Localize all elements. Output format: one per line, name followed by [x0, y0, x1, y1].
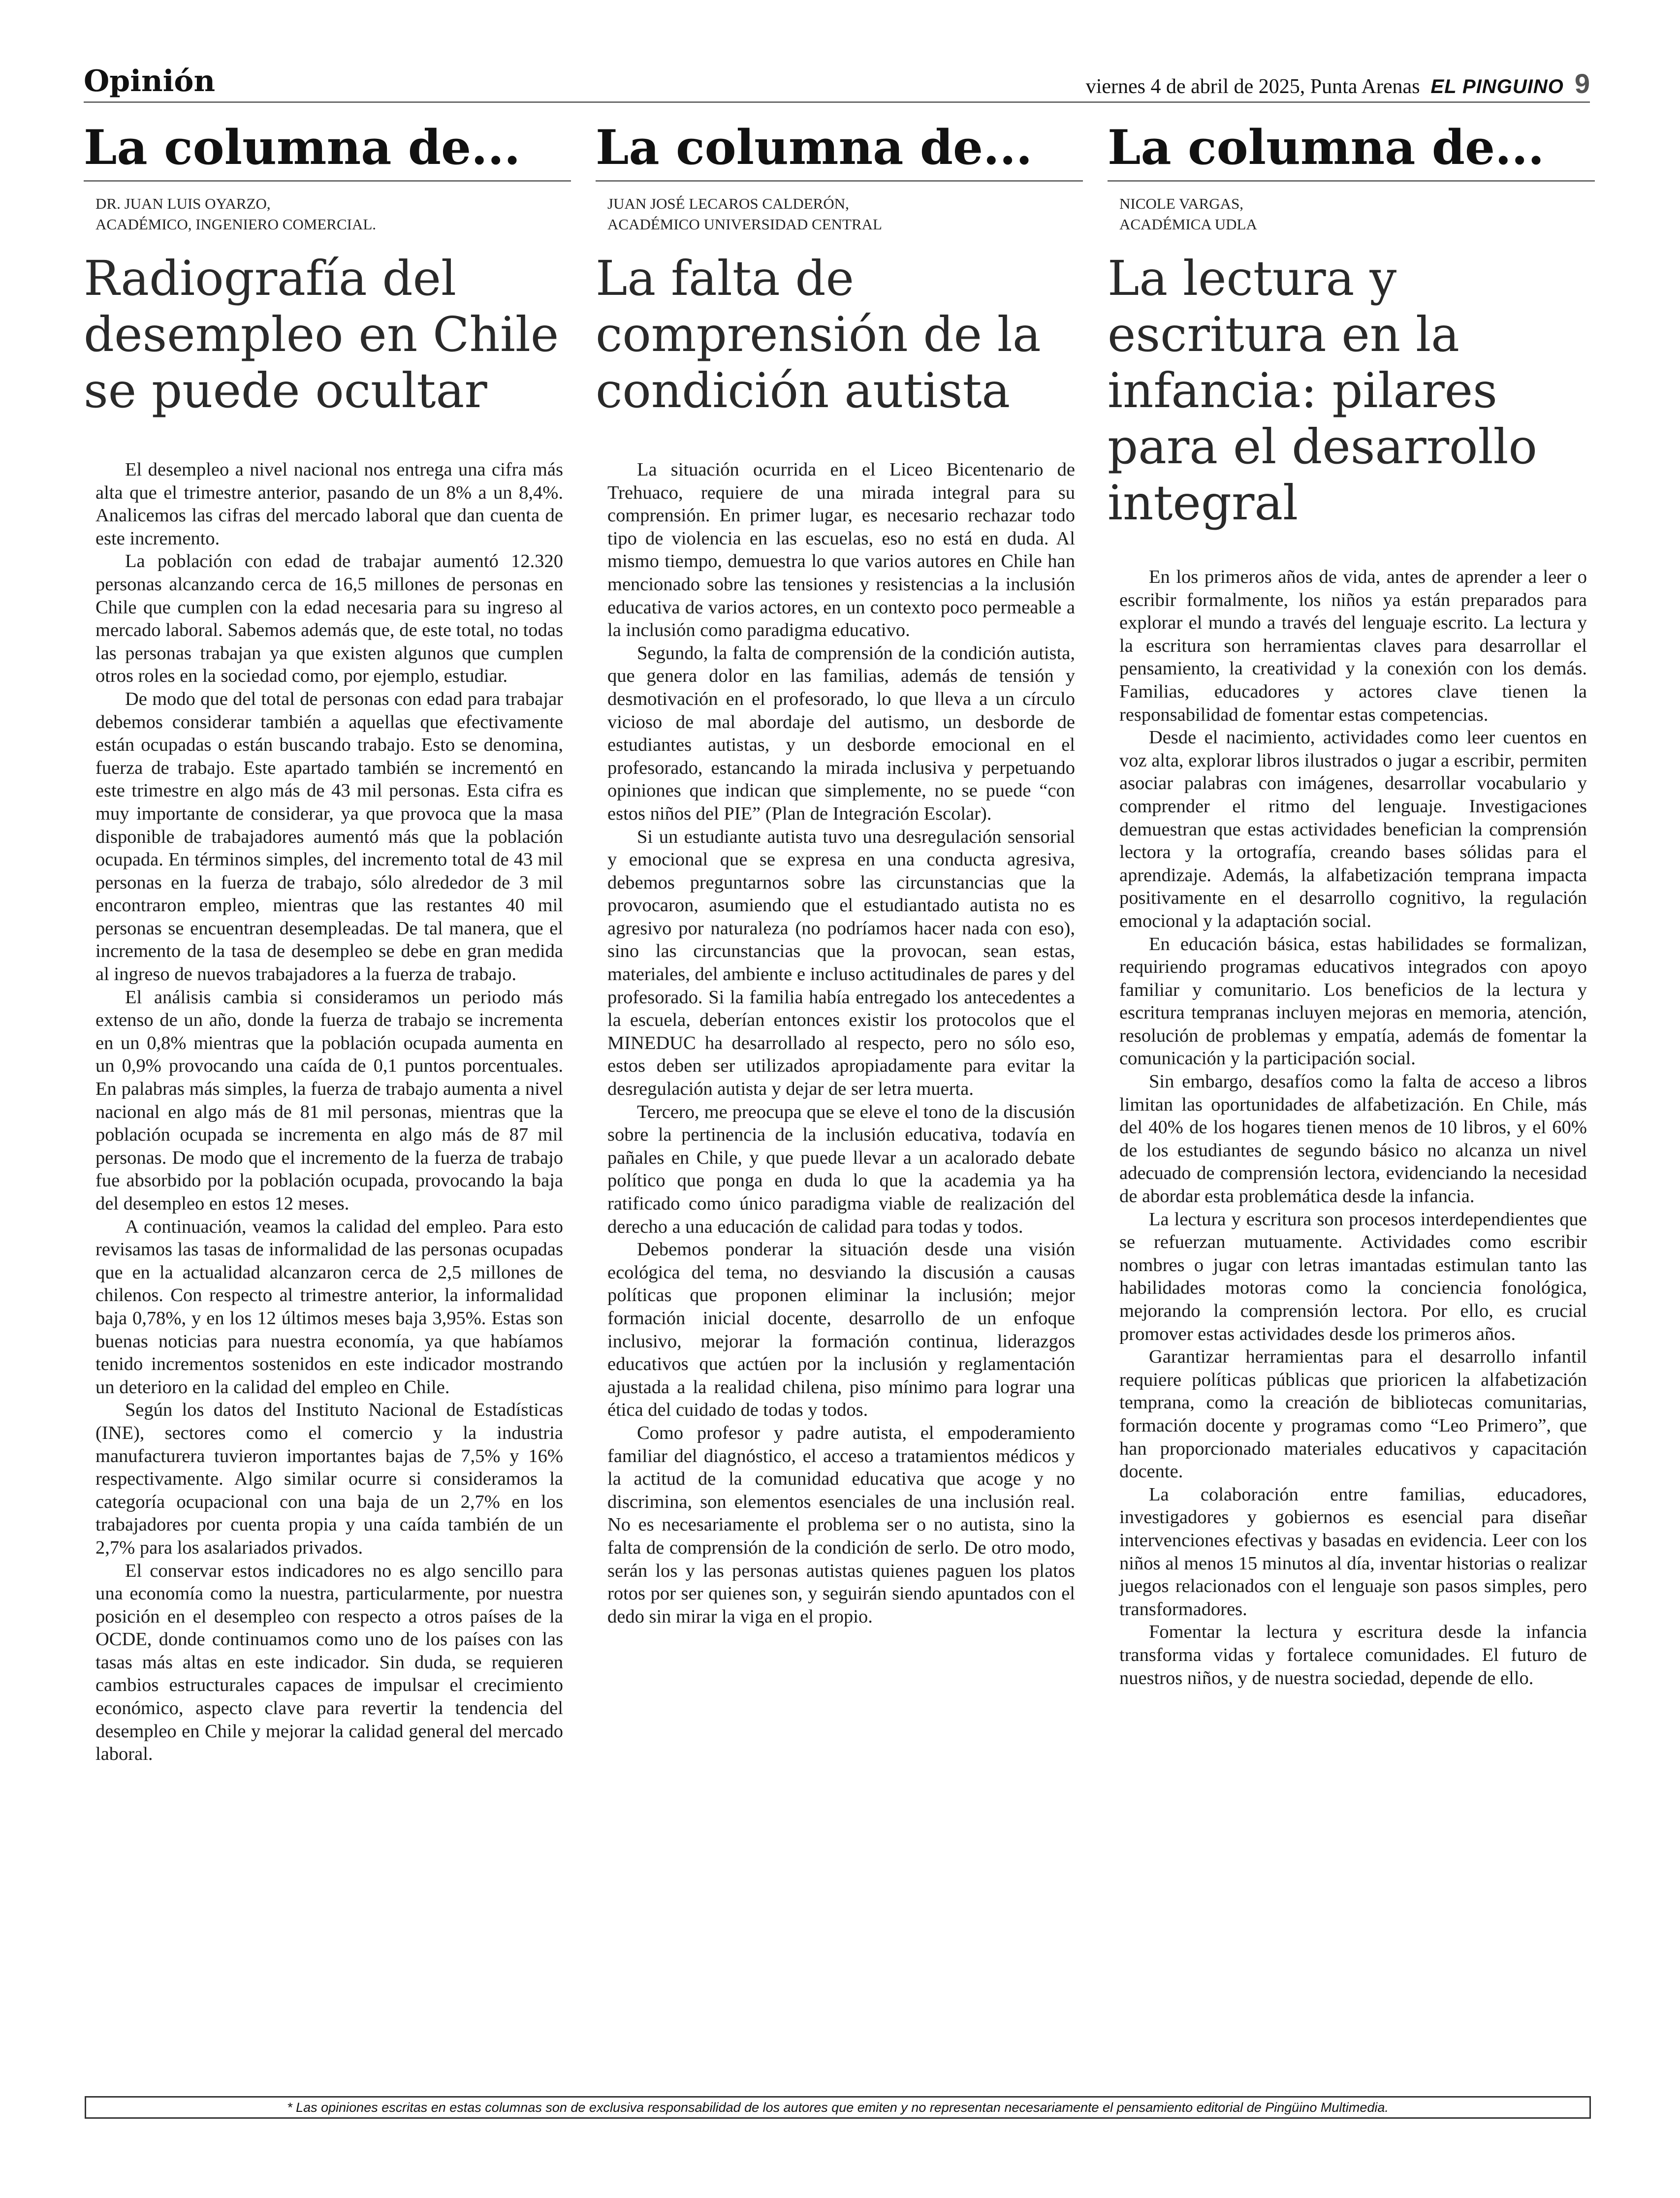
header-right [1086, 67, 1590, 99]
paragraph: Fomentar la lectura y escritura desde la infancia transforma vidas y fortalece comunidades. El futuro de nuestros niños, y de nuestra sociedad, depende de ello. [1119, 1622, 1587, 1688]
paragraph: En los primeros años de vida, antes de aprender a leer o escribir formalmente, los niños ya están preparados para explorar el mundo a través del lenguaje escrito. La lectura y la escritura son herramientas claves para desarrollar el pensamiento, la creatividad y la conexión con los demás. Familias, educadores y actores clave tienen la responsabilidad de fomentar estas competencias. [1119, 567, 1587, 725]
author-title: ACADÉMICO, INGENIERO COMERCIAL. [95, 216, 377, 233]
paragraph: La lectura y escritura son procesos interdependientes que se refuerzan mutuamente. Actividades como escribir nombres o jugar con letras imantadas estimulan tanto las habilidades motoras como la conciencia fonológica, mejorando la comprensión lectora. Por ello, es crucial promover estas actividades desde los primeros años. [1119, 1209, 1587, 1344]
author-name: DR. JUAN LUIS OYARZO, [95, 195, 271, 212]
author-byline [596, 193, 1083, 235]
author-byline [1108, 193, 1595, 235]
editorial-disclaimer: * Las opiniones escritas en estas columnas son de exclusiva responsabilidad de los autores que emiten y no representan necesariamente el pensamiento editorial de Pingüino Multimedia. [85, 2096, 1591, 2119]
article-headline: Radiografía del desempleo en Chile se puede ocultar [84, 251, 559, 418]
author-title: ACADÉMICO UNIVERSIDAD CENTRAL [607, 216, 882, 233]
paragraph: El conservar estos indicadores no es algo sencillo para una economía como la nuestra, particularmente, por nuestra posición en el desempleo con respecto a otros países de la OCDE, donde continuamos como uno de los países con las tasas más altas en este indicador. Sin duda, se requieren cambios estructurales capaces de impulsar el crecimiento económico, aspecto clave para revertir la tendencia del desempleo en Chile y mejorar la calidad general del mercado laboral. [95, 1560, 563, 1765]
article-headline: La falta de comprensión de la condición autista [596, 251, 1041, 418]
paragraph: Como profesor y padre autista, el empoderamiento familiar del diagnóstico, el acceso a tratamientos médicos y la actitud de la comunidad educativa que acoge y no discrimina, son elementos esenciales de una inclusión real. No es necesariamente el problema ser o no autista, sino la falta de comprensión de la condición de serlo. De otro modo, serán los y las personas autistas quienes paguen los platos rotos por ser quienes son, y seguirán siendo apuntados con el dedo sin mirar la viga en el propio. [607, 1422, 1075, 1627]
opinion-column-1 [84, 118, 571, 1766]
section-name: Opinión [84, 64, 216, 98]
paragraph: La colaboración entre familias, educadores, investigadores y gobiernos es esencial para diseñar intervenciones efectivas y basadas en evidencia. Leer con los niños al menos 15 minutos al día, inventar historias o realizar juegos relacionados con el lenguaje son pasos simples, pero transformadores. [1119, 1484, 1587, 1620]
column-label: La columna de... [84, 118, 571, 182]
opinion-column-2 [596, 118, 1083, 1628]
page-number: 9 [1574, 68, 1590, 99]
date-line: viernes 4 de abril de 2025, Punta Arenas [1085, 75, 1420, 98]
author-name: JUAN JOSÉ LECAROS CALDERÓN, [607, 195, 849, 212]
article-body [596, 458, 1083, 1628]
author-name: NICOLE VARGAS, [1119, 195, 1244, 212]
paragraph: De modo que del total de personas con edad para trabajar debemos considerar también a aquellas que efectivamente están ocupadas o están buscando trabajo. Esto se denomina, fuerza de trabajo. Este apartado también se incrementó en este trimestre en algo más de 43 mil personas. Esta cifra es muy importante de considerar, ya que provoca que la masa disponible de trabajadores aumentó más que la población ocupada. En términos simples, del incremento total de 43 mil personas en la fuerza de trabajo, sólo alrededor de 3 mil encontraron empleo, mientras que las restantes 40 mil personas se encuentran desempleadas. De tal manera, que el incremento de la tasa de desempleo se debe en gran medida al ingreso de nuevos trabajadores a la fuerza de trabajo. [95, 688, 563, 985]
article-body [1108, 566, 1595, 1689]
newspaper-brand: EL PINGUINO [1430, 76, 1564, 97]
article-headline: La lectura y escritura en la infancia: pilares para el desarrollo integral [1108, 251, 1537, 531]
page-header [84, 59, 1590, 103]
paragraph: Tercero, me preocupa que se eleve el tono de la discusión sobre la pertinencia de la inclusión educativa, todavía en pañales en Chile, y que puede llevar a un acalorado debate político que ponga en duda lo que la academia ya ha ratificado como único paradigma viable de realización del derecho a una educación de calidad para todas y todos. [607, 1101, 1075, 1237]
column-label: La columna de... [1108, 118, 1595, 182]
author-title: ACADÉMICA UDLA [1119, 216, 1257, 233]
paragraph: Según los datos del Instituto Nacional de Estadísticas (INE), sectores como el comercio y la industria manufacturera tuvieron importantes bajas de 7,5% y 16% respectivamente. Algo similar ocurre si consideramos la categoría ocupacional con una baja de un 2,7% en los trabajadores por cuenta propia y una caída también de un 2,7% para los asalariados privados. [95, 1400, 563, 1558]
article-body [84, 458, 571, 1766]
paragraph: El análisis cambia si consideramos un periodo más extenso de un año, donde la fuerza de trabajo se incrementa en un 0,8% mientras que la población ocupada aumenta en un 0,9% provocando una caída de 0,1 puntos porcentuales. En palabras más simples, la fuerza de trabajo aumenta a nivel nacional en algo más de 81 mil personas, mientras que la población ocupada se incrementa en algo más de 87 mil personas. De modo que el incremento de la fuerza de trabajo fue absorbido por la población ocupada, provocando la baja del desempleo en estos 12 meses. [95, 987, 563, 1214]
opinion-column-3 [1108, 118, 1595, 1689]
paragraph: El desempleo a nivel nacional nos entrega una cifra más alta que el trimestre anterior, pasando de un 8% a un 8,4%. Analicemos las cifras del mercado laboral que dan cuenta de este incremento. [95, 459, 563, 549]
paragraph: Segundo, la falta de comprensión de la condición autista, que genera dolor en las familias, además de tensión y desmotivación en el profesorado, lo que lleva a un círculo vicioso de mal abordaje del autismo, un desborde de estudiantes autistas, y un desborde emocional en el profesorado, estancando la mirada inclusiva y perpetuando opiniones que indican que simplemente, no se puede “con estos niños del PIE” (Plan de Integración Escolar). [607, 642, 1075, 824]
author-byline [84, 193, 571, 235]
paragraph: Sin embargo, desafíos como la falta de acceso a libros limitan las oportunidades de alfabetización. En Chile, más del 40% de los hogares tienen menos de 10 libros, y el 60% de los estudiantes de segundo básico no alcanza un nivel adecuado de comprensión lectora, evidenciando la necesidad de abordar esta problemática desde la infancia. [1119, 1071, 1587, 1207]
paragraph: Debemos ponderar la situación desde una visión ecológica del tema, no desviando la discusión a causas políticas que proponen eliminar la inclusión; mejor formación inicial docente, desarrollo de un enfoque inclusivo, mejorar la formación continua, liderazgos educativos que actúen por la inclusión y reglamentación ajustada a la realidad chilena, piso mínimo para lograr una ética del cuidado de todas y todos. [607, 1239, 1075, 1421]
paragraph: Garantizar herramientas para el desarrollo infantil requiere políticas públicas que prioricen la alfabetización temprana, como la creación de bibliotecas comunitarias, formación docente y programas como “Leo Primero”, que han proporcionado materiales educativos y capacitación docente. [1119, 1346, 1587, 1482]
column-label: La columna de... [596, 118, 1083, 182]
paragraph: En educación básica, estas habilidades se formalizan, requiriendo programas educativos integrados con apoyo familiar y comunitario. Los beneficios de la lectura y escritura tempranas incluyen mejoras en memoria, atención, resolución de problemas y empatía, además de fomentar la comunicación y la participación social. [1119, 933, 1587, 1069]
paragraph: Si un estudiante autista tuvo una desregulación sensorial y emocional que se expresa en una conducta agresiva, debemos preguntarnos sobre las circunstancias que la provocaron, asumiendo que el estudiantado autista no es agresivo por naturaleza (no podríamos hacer nada con eso), sino las circunstancias que la provocan, sean estas, materiales, del ambiente e incluso actitudinales de pares y del profesorado. Si la familia había entregado los antecedentes a la escuela, deberían entonces existir los protocolos que el MINEDUC ha desarrollado al respecto, pero no sólo eso, estos deben ser utilizados apropiadamente para evitar la desregulación autista y dejar de ser letra muerta. [607, 826, 1075, 1100]
paragraph: La población con edad de trabajar aumentó 12.320 personas alcanzando cerca de 16,5 millones de personas en Chile que cumplen con la edad necesaria para su ingreso al mercado laboral. Sabemos además que, de este total, no todas las personas trabajan ya que existen algunos que cumplen otros roles en la sociedad como, por ejemplo, estudiar. [95, 551, 563, 687]
paragraph: A continuación, veamos la calidad del empleo. Para esto revisamos las tasas de informalidad de las personas ocupadas que en la actualidad alcanzaron cerca de 2,5 millones de chilenos. Con respecto al trimestre anterior, la informalidad baja 0,78%, y en los 12 últimos meses baja 3,95%. Estas son buenas noticias para nuestra economía, ya que habíamos tenido incrementos sostenidos en este indicador mostrando un deterioro en la calidad del empleo en Chile. [95, 1216, 563, 1398]
paragraph: Desde el nacimiento, actividades como leer cuentos en voz alta, explorar libros ilustrados o jugar a escribir, permiten asociar palabras con imágenes, desarrollar vocabulario y comprender el ritmo del lenguaje. Investigaciones demuestran que estas actividades benefician la comprensión lectora y la ortografía, creando bases sólidas para el aprendizaje. Además, la alfabetización temprana impacta positivamente en el desarrollo cognitivo, la regulación emocional y la adaptación social. [1119, 727, 1587, 931]
paragraph: La situación ocurrida en el Liceo Bicentenario de Trehuaco, requiere de una mirada integral para su comprensión. En primer lugar, es necesario rechazar todo tipo de violencia en las escuelas, eso no está en duda. Al mismo tiempo, demuestra lo que varios autores en Chile han mencionado sobre las tensiones y resistencias a la inclusión educativa de varios actores, en un contexto poco permeable a la inclusión como paradigma educativo. [607, 459, 1075, 641]
